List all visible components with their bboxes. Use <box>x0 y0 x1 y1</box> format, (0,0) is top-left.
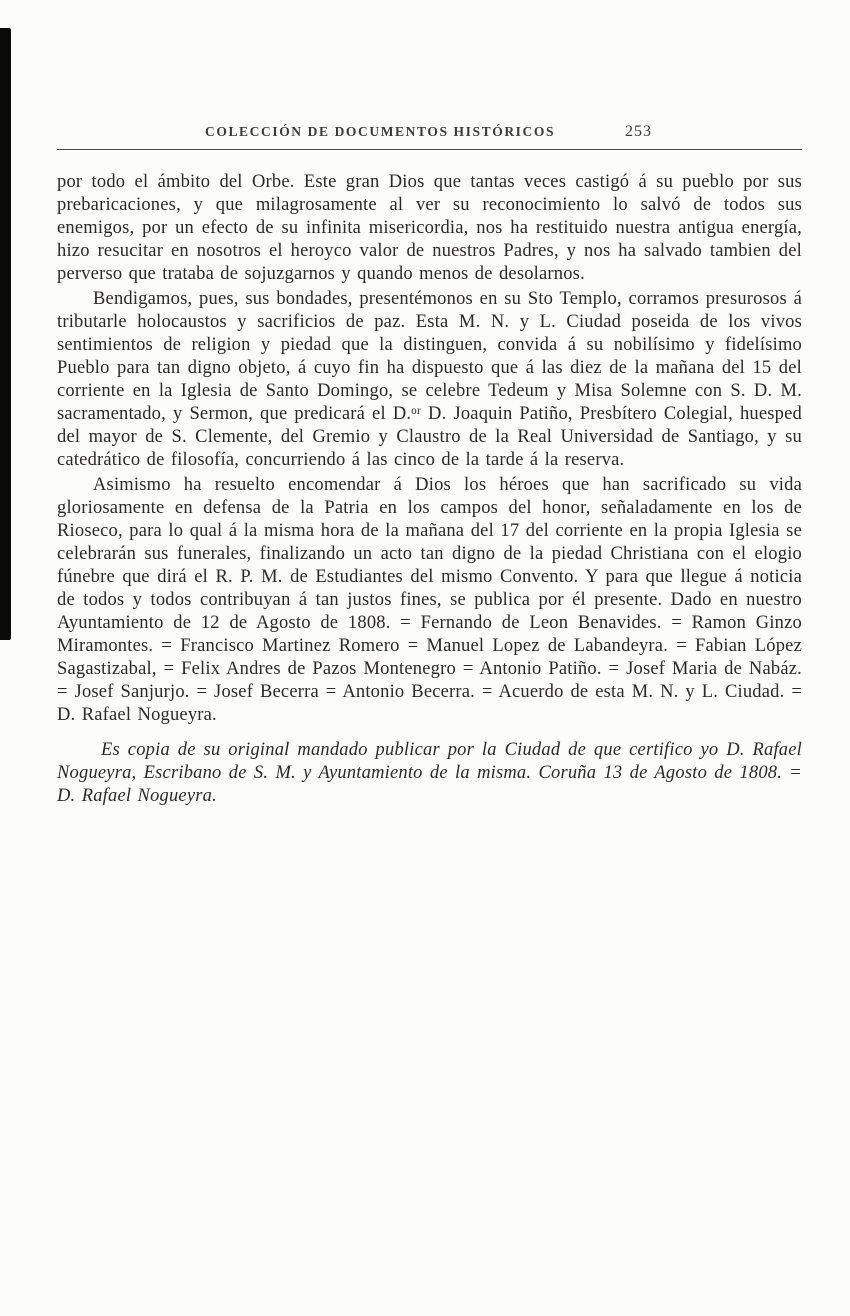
body-paragraph-2: Bendigamos, pues, sus bondades, presentémonos en su Sto Templo, corramos presurosos á tributarle holocaustos y sacrificios de paz. Esta M. N. y L. Ciudad poseida de los vivos sentimientos de religion y piedad que la distinguen, convida á su nobilísimo y fidelísimo Pueblo para tan digno objeto, á cuyo fin ha dispuesto que á las diez de la mañana del 15 del corriente en la Iglesia de Santo Domingo, se celebre Tedeum y Misa Solemne con S. D. M. sacramentado, y Sermon, que predicará el D.ᵒʳ D. Joaquin Patiño, Presbítero Colegial, huesped del mayor de S. Clemente, del Gremio y Claustro de la Real Universidad de Santiago, y su catedrático de filosofía, concurriendo á las cinco de la tarde á la reserva. <box>57 289 802 470</box>
body-paragraph-3: Asimismo ha resuelto encomendar á Dios los héroes que han sacrificado su vida gloriosamente en defensa de la Patria en los campos del honor, señaladamente en los de Rioseco, para lo qual á la misma hora de la mañana del 17 del corriente en la propia Iglesia se celebrarán sus funerales, finalizando un acto tan digno de la piedad Christiana con el elogio fúnebre que dirá el R. P. M. de Estudiantes del mismo Convento. Y para que llegue á noticia de todos y todos contribuyan á tan justos fines, se publica por él presente. Dado en nuestro Ayuntamiento de 12 de Agosto de 1808. = Fernando de Leon Benavides. = Ramon Ginzo Miramontes. = Francisco Martinez Romero = Manuel Lopez de Labandeyra. = Fabian López Sagastizabal, = Felix Andres de Pazos Montenegro = Antonio Patiño. = Josef Maria de Nabáz. = Josef Sanjurjo. = Josef Becerra = Antonio Becerra. = Acuerdo de esta M. N. y L. Ciudad. = D. Rafael Nogueyra. <box>57 475 802 725</box>
header-rule <box>57 149 802 150</box>
binding-edge-artifact <box>0 28 11 640</box>
body-paragraph-1: por todo el ámbito del Orbe. Este gran Dios que tantas veces castigó á su pueblo por sus prebaricaciones, y que milagrosamente al ver su reconocimiento lo salvó de todos sus enemigos, por un efecto de su infinita misericordia, nos ha restituido nuestra antigua energía, hizo resucitar en nosotros el heroyco valor de nuestros Padres, y nos ha salvado tambien del perverso que trataba de sojuzgarnos y quando menos de desolarnos. <box>57 172 802 284</box>
running-header-title: COLECCIÓN DE DOCUMENTOS HISTÓRICOS <box>205 124 556 139</box>
body-text <box>57 171 802 808</box>
page-number: 253 <box>625 123 652 140</box>
running-header <box>57 122 802 142</box>
page-content <box>57 122 802 810</box>
colophon-paragraph: Es copia de su original mandado publicar por la Ciudad de que certifico yo D. Rafael Nogueyra, Escribano de S. M. y Ayuntamiento de la misma. Coruña 13 de Agosto de 1808. = D. Rafael Nogueyra. <box>57 740 802 806</box>
